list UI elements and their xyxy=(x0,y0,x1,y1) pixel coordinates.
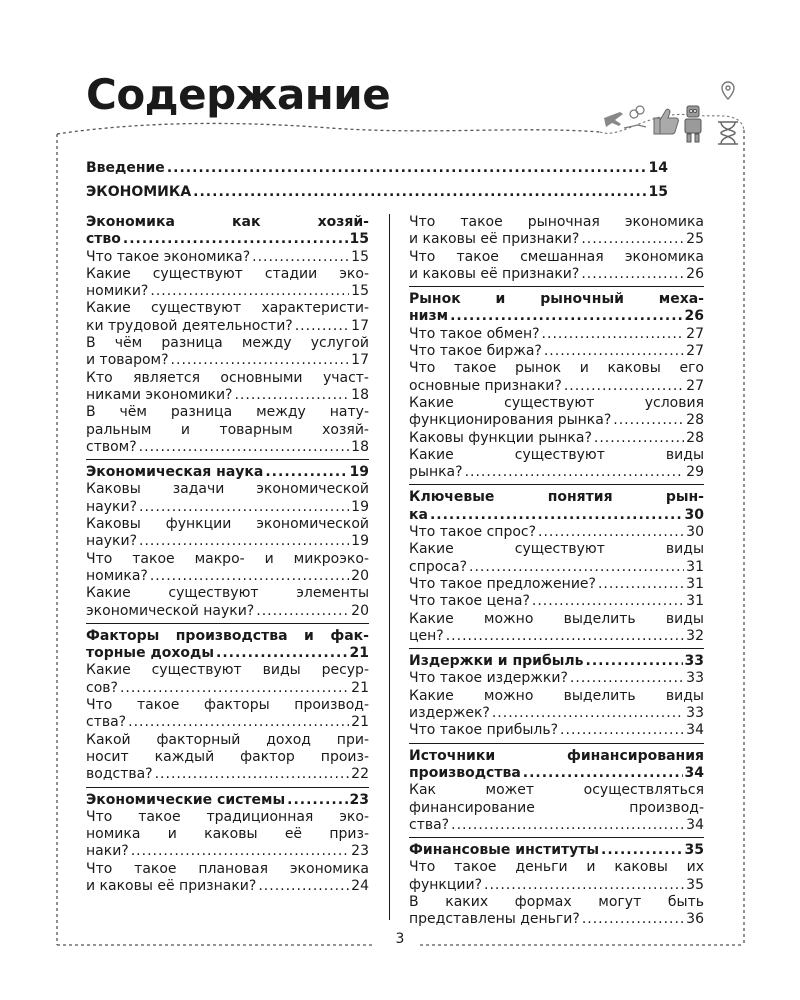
toc-page-number: 32 xyxy=(686,627,704,644)
leader-dots xyxy=(484,877,684,894)
toc-entry-line: Что такое факторы производ- xyxy=(86,697,369,714)
toc-entry-title: Что такое обмен? xyxy=(409,325,540,342)
toc-entry-line: Что такое рынок и каковы его xyxy=(409,360,704,377)
toc-entry-line: Рынок и рыночный меха- xyxy=(409,291,704,308)
toc-page-number: 26 xyxy=(684,308,704,325)
leader-dots xyxy=(469,559,684,576)
toc-page-number: 27 xyxy=(686,377,704,394)
toc-entry-line: Какие существуют виды xyxy=(409,446,704,463)
toc-entry-title: Что такое предложение? xyxy=(409,575,596,592)
toc-section[interactable] xyxy=(86,214,369,249)
toc-item[interactable] xyxy=(86,370,369,405)
map-pin-icon xyxy=(722,82,734,99)
toc-item[interactable] xyxy=(409,524,704,541)
toc-item[interactable] xyxy=(409,576,704,593)
toc-item[interactable] xyxy=(409,447,704,482)
leader-dots xyxy=(139,439,350,456)
toc-item[interactable] xyxy=(409,722,704,739)
toc-page-number: 30 xyxy=(684,506,704,523)
toc-page-number: 29 xyxy=(686,464,704,481)
toc-page-number: 27 xyxy=(686,325,704,342)
toc-page-number: 31 xyxy=(686,558,704,575)
toc-entry-last-line xyxy=(409,765,704,782)
toc-entry-last-line xyxy=(86,568,369,585)
leader-dots xyxy=(532,593,684,610)
leader-dots xyxy=(538,524,684,541)
toc-page-number: 21 xyxy=(351,714,369,731)
toc-entry-title: сов? xyxy=(86,679,118,696)
airplane-icon xyxy=(604,112,623,127)
toc-entry-title: ка xyxy=(409,506,428,523)
toc-item[interactable] xyxy=(86,697,369,732)
toc-entry-last-line xyxy=(409,670,704,687)
toc-page-number: 28 xyxy=(686,412,704,429)
toc-entry-last-line xyxy=(86,439,369,456)
toc-entry-last-line xyxy=(409,266,704,283)
toc-entry-line: Источники финансирования xyxy=(409,747,704,764)
toc-item[interactable] xyxy=(409,430,704,447)
toc-entry-title: ство xyxy=(86,231,121,248)
toc-entry-last-line xyxy=(409,653,704,670)
toc-item[interactable] xyxy=(86,551,369,586)
toc-entry-last-line xyxy=(409,628,704,645)
toc-item[interactable] xyxy=(409,688,704,723)
toc-item[interactable] xyxy=(86,809,369,861)
toc-item[interactable] xyxy=(86,266,369,301)
toc-page-number: 34 xyxy=(686,816,704,833)
toc-page-number: 35 xyxy=(686,876,704,893)
toc-page-number: 26 xyxy=(686,265,704,282)
toc-entry-last-line xyxy=(86,533,369,550)
toc-entry-line: Какие можно выделить виды xyxy=(409,610,704,627)
toc-entry-last-line xyxy=(409,705,704,722)
leader-dots xyxy=(139,499,349,516)
toc-entry-line: носит каждый фактор произ- xyxy=(86,748,369,765)
toc-page-number: 23 xyxy=(351,843,369,860)
toc-section[interactable] xyxy=(409,743,704,783)
toc-page-number: 36 xyxy=(686,911,704,928)
leader-dots xyxy=(560,722,684,739)
toc-item[interactable] xyxy=(409,859,704,894)
toc-entry-last-line xyxy=(86,352,369,369)
toc-entry-line: Какие существуют стадии эко- xyxy=(86,265,369,282)
toc-entry-line: номика и каковы её приз- xyxy=(86,826,369,843)
leader-dots xyxy=(430,507,683,524)
toc-entry-title: рынка? xyxy=(409,464,463,481)
toc-entry-title: Каковы функции рынка? xyxy=(409,429,592,446)
toc-entry-line: Экономика как хозяй- xyxy=(86,214,369,230)
toc-entry-title: наки? xyxy=(86,843,129,860)
leader-dots xyxy=(613,412,684,429)
leader-dots xyxy=(581,266,684,283)
leader-dots xyxy=(252,249,349,266)
toc-entry-line: финансирование производ- xyxy=(409,799,704,816)
toc-item[interactable] xyxy=(86,662,369,697)
toc-entry-title: науки? xyxy=(86,498,138,515)
toc-entry-last-line xyxy=(409,412,704,429)
toc-page-number: 15 xyxy=(349,231,369,248)
toc-page-number: 28 xyxy=(686,429,704,446)
leader-dots xyxy=(586,653,683,670)
hourglass-icon xyxy=(718,122,738,144)
leader-dots xyxy=(265,464,347,481)
toc-entry-title: функционирования рынка? xyxy=(409,412,612,429)
toc-entry-line: Какие существуют элементы xyxy=(86,585,369,602)
toc-entry-title: Что такое цена? xyxy=(409,593,530,610)
toc-page-number: 35 xyxy=(684,842,704,859)
toc-page-number: 14 xyxy=(648,160,668,176)
toc-item[interactable] xyxy=(409,326,704,343)
leader-dots xyxy=(492,705,684,722)
toc-entry-title: никами экономики? xyxy=(86,386,233,403)
toc-entry-title: производства xyxy=(409,764,521,781)
toc-entry-title: ством? xyxy=(86,438,137,455)
leader-dots xyxy=(450,308,682,325)
toc-section[interactable] xyxy=(409,286,704,326)
toc-entry-last-line xyxy=(409,343,704,360)
leader-dots xyxy=(258,878,349,895)
leader-dots xyxy=(446,628,684,645)
leader-dots xyxy=(150,568,349,585)
leader-dots xyxy=(594,430,684,447)
column-divider xyxy=(389,214,390,920)
toc-entry-last-line xyxy=(86,878,369,895)
toc-entry-last-line xyxy=(409,842,704,859)
leader-dots xyxy=(582,911,684,928)
toc-item[interactable] xyxy=(409,593,704,610)
toc-entry-title: и каковы её признаки? xyxy=(409,231,580,248)
toc-entry-line: Какой факторный доход при- xyxy=(86,731,369,748)
leader-dots xyxy=(542,326,685,343)
toc-entry-last-line xyxy=(86,318,369,335)
toc-entry-title: функции? xyxy=(409,876,483,893)
leader-dots xyxy=(123,231,348,248)
toc-item[interactable] xyxy=(86,732,369,784)
toc-entry-title: и товаром? xyxy=(86,352,169,369)
toc-item[interactable] xyxy=(409,541,704,576)
toc-entry-title: номики? xyxy=(86,283,149,300)
toc-entry-line: Что такое смешанная экономика xyxy=(409,248,704,265)
toc-item[interactable] xyxy=(86,861,369,896)
toc-entry-line: Что такое плановая экономика xyxy=(86,860,369,877)
toc-entry-last-line xyxy=(409,507,704,524)
toc-entry-title: номика? xyxy=(86,567,148,584)
toc-entry-line: Какие существуют характеристи- xyxy=(86,300,369,317)
leader-dots xyxy=(193,184,646,201)
toc-entry-last-line xyxy=(409,308,704,325)
toc-entry-line: В чём разница между нату- xyxy=(86,404,369,421)
toc-entry-title: Что такое издержки? xyxy=(409,670,568,687)
toc-page-number: 23 xyxy=(349,791,369,808)
leader-dots xyxy=(523,765,683,782)
toc-entry-line: Какие можно выделить виды xyxy=(409,687,704,704)
toc-right-column xyxy=(409,214,704,929)
toc-entry-last-line xyxy=(409,524,704,541)
toc-entry-title: Что такое экономика? xyxy=(86,248,251,265)
toc-entry-title: цен? xyxy=(409,627,444,644)
leader-dots xyxy=(139,533,349,550)
leader-dots xyxy=(598,576,684,593)
toc-entry-title: экономической науки? xyxy=(86,602,255,619)
toc-entry-line: В каких формах могут быть xyxy=(409,893,704,910)
toc-page-number: 33 xyxy=(686,670,704,687)
toc-page-number: 15 xyxy=(351,283,369,300)
toc-entry-last-line xyxy=(409,722,704,739)
leader-dots xyxy=(570,670,684,687)
leader-dots xyxy=(287,792,347,809)
toc-item[interactable] xyxy=(409,395,704,430)
toc-section[interactable] xyxy=(86,787,369,809)
toc-page-number: 15 xyxy=(648,184,668,200)
toc-page-number: 17 xyxy=(351,317,369,334)
toc-page-number: 21 xyxy=(349,645,369,662)
toc-entry-line: Кто является основными участ- xyxy=(86,369,369,386)
leader-dots xyxy=(171,352,350,369)
toc-item[interactable] xyxy=(86,300,369,335)
robot-icon xyxy=(685,106,701,142)
toc-entry-last-line xyxy=(409,817,704,834)
toc-item[interactable] xyxy=(409,894,704,929)
toc-entry-last-line xyxy=(86,714,369,731)
header-illustration xyxy=(590,78,750,148)
toc-entry-line: В чём разница между услугой xyxy=(86,335,369,352)
toc-entry-last-line xyxy=(409,430,704,447)
toc-entry-line: Каковы задачи экономической xyxy=(86,481,369,498)
leader-dots xyxy=(465,464,685,481)
toc-entry-last-line xyxy=(86,464,369,481)
toc-page-number: 34 xyxy=(686,722,704,739)
toc-entry-title: Введение xyxy=(86,160,165,176)
toc-page-number: 21 xyxy=(351,679,369,696)
toc-page-number: 19 xyxy=(349,464,369,481)
toc-entry-last-line xyxy=(86,680,369,697)
toc-entry-title: основные признаки? xyxy=(409,377,562,394)
toc-entry-title: Что такое биржа? xyxy=(409,343,542,360)
toc-entry-line: Как может осуществляться xyxy=(409,782,704,799)
toc-entry-last-line xyxy=(409,378,704,395)
toc-page-number: 19 xyxy=(351,533,369,550)
toc-entry-title: Экономическая наука xyxy=(86,464,264,481)
leader-dots xyxy=(155,766,350,783)
toc-item[interactable] xyxy=(86,335,369,370)
toc-item[interactable] xyxy=(409,214,704,249)
leader-dots xyxy=(234,387,349,404)
leader-dots xyxy=(256,603,349,620)
toc-left-column xyxy=(86,214,369,895)
toc-entry-last-line xyxy=(409,576,704,593)
toc-part-entry[interactable] xyxy=(86,184,668,201)
toc-entry-last-line xyxy=(86,249,369,266)
toc-entry-last-line xyxy=(86,603,369,620)
toc-item[interactable] xyxy=(409,782,704,834)
toc-entry-line: Какие существуют условия xyxy=(409,394,704,411)
toc-entry-line: Каковы функции экономической xyxy=(86,516,369,533)
toc-entry-last-line xyxy=(409,231,704,248)
toc-entry-title: ства? xyxy=(409,816,450,833)
leader-dots xyxy=(131,843,349,860)
toc-entry-title: торные доходы xyxy=(86,645,214,662)
toc-entry-title: водства? xyxy=(86,766,153,783)
toc-section[interactable] xyxy=(86,623,369,663)
leader-dots xyxy=(601,842,683,859)
toc-item[interactable] xyxy=(409,343,704,360)
toc-item[interactable] xyxy=(86,516,369,551)
toc-entry-line: Факторы производства и фак- xyxy=(86,627,369,644)
leader-dots xyxy=(120,680,349,697)
toc-page-number: 34 xyxy=(684,764,704,781)
toc-entry-last-line xyxy=(86,387,369,404)
toc-page-number: 20 xyxy=(351,567,369,584)
toc-entry-title: ЭКОНОМИКА xyxy=(86,184,192,200)
toc-page-number: 31 xyxy=(686,593,704,610)
coins-hand-icon xyxy=(624,106,646,128)
toc-page-number: 33 xyxy=(686,705,704,722)
toc-entry-title: ства? xyxy=(86,714,127,731)
toc-page-number: 33 xyxy=(684,653,704,670)
toc-entry-last-line xyxy=(86,231,369,248)
leader-dots xyxy=(564,378,684,395)
toc-entry-title: Что такое спрос? xyxy=(409,524,537,541)
toc-entry-last-line xyxy=(409,464,704,481)
toc-entry-line: Ключевые понятия рын- xyxy=(409,489,704,506)
toc-entry-title: спроса? xyxy=(409,558,468,575)
toc-intro-entry[interactable] xyxy=(86,160,668,177)
toc-entry-last-line xyxy=(86,283,369,300)
toc-entry-last-line xyxy=(86,499,369,516)
toc-entry-title: Экономические системы xyxy=(86,791,286,808)
toc-entry-title: и каковы её признаки? xyxy=(86,877,257,894)
page-title: Содержание xyxy=(86,70,391,119)
toc-entry-last-line xyxy=(409,911,704,928)
toc-page-number: 15 xyxy=(351,248,369,265)
leader-dots xyxy=(544,343,684,360)
toc-section[interactable] xyxy=(86,459,369,481)
toc-entry-title: Что такое прибыль? xyxy=(409,722,559,739)
toc-entry-title: издержек? xyxy=(409,705,490,722)
leader-dots xyxy=(150,283,349,300)
toc-entry-last-line xyxy=(409,593,704,610)
leader-dots xyxy=(216,645,348,662)
thumbs-up-icon xyxy=(654,109,678,134)
toc-entry-title: и каковы её признаки? xyxy=(409,265,580,282)
toc-page-number: 22 xyxy=(351,766,369,783)
toc-entry-last-line xyxy=(409,559,704,576)
toc-item[interactable] xyxy=(409,611,704,646)
toc-section[interactable] xyxy=(409,648,704,670)
toc-page-number: 27 xyxy=(686,343,704,360)
toc-entry-title: Финансовые институты xyxy=(409,842,600,859)
toc-section[interactable] xyxy=(409,837,704,859)
toc-item[interactable] xyxy=(86,481,369,516)
toc-section[interactable] xyxy=(409,484,704,524)
toc-item[interactable] xyxy=(409,360,704,395)
toc-item[interactable] xyxy=(86,404,369,456)
toc-entry-last-line xyxy=(86,766,369,783)
toc-entry-line: Что такое макро- и микроэко- xyxy=(86,550,369,567)
toc-entry-title: науки? xyxy=(86,533,138,550)
toc-entry-line: Какие существуют виды xyxy=(409,541,704,558)
toc-item[interactable] xyxy=(409,249,704,284)
page-number: 3 xyxy=(395,931,405,947)
toc-item[interactable] xyxy=(409,670,704,687)
toc-entry-title: Издержки и прибыль xyxy=(409,653,584,670)
toc-entry-title: ки трудовой деятельности? xyxy=(86,317,293,334)
leader-dots xyxy=(128,714,349,731)
leader-dots xyxy=(451,817,684,834)
leader-dots xyxy=(295,318,349,335)
toc-page-number: 19 xyxy=(351,498,369,515)
toc-entry-line: Что такое рыночная экономика xyxy=(409,214,704,230)
toc-entry-last-line xyxy=(409,877,704,894)
toc-page-number: 24 xyxy=(351,877,369,894)
toc-entry-title: представлены деньги? xyxy=(409,911,580,928)
leader-dots xyxy=(167,160,647,177)
toc-entry-last-line xyxy=(409,326,704,343)
toc-page-number: 20 xyxy=(351,602,369,619)
leader-dots xyxy=(581,231,684,248)
toc-page-number: 30 xyxy=(686,524,704,541)
toc-entry-line: ральным и товарным хозяй- xyxy=(86,421,369,438)
toc-entry-line: Что такое деньги и каковы их xyxy=(409,859,704,876)
toc-item[interactable] xyxy=(86,249,369,266)
toc-page-number: 25 xyxy=(686,231,704,248)
toc-entry-line: Что такое традиционная эко- xyxy=(86,808,369,825)
toc-entry-title: низм xyxy=(409,308,449,325)
toc-page-number: 17 xyxy=(351,352,369,369)
toc-page-number: 18 xyxy=(351,386,369,403)
toc-entry-last-line xyxy=(86,792,369,809)
toc-entry-last-line xyxy=(86,645,369,662)
toc-entry-last-line xyxy=(86,843,369,860)
toc-entry-line: Какие существуют виды ресур- xyxy=(86,662,369,679)
toc-page-number: 18 xyxy=(351,438,369,455)
toc-item[interactable] xyxy=(86,585,369,620)
toc-page-number: 31 xyxy=(686,575,704,592)
